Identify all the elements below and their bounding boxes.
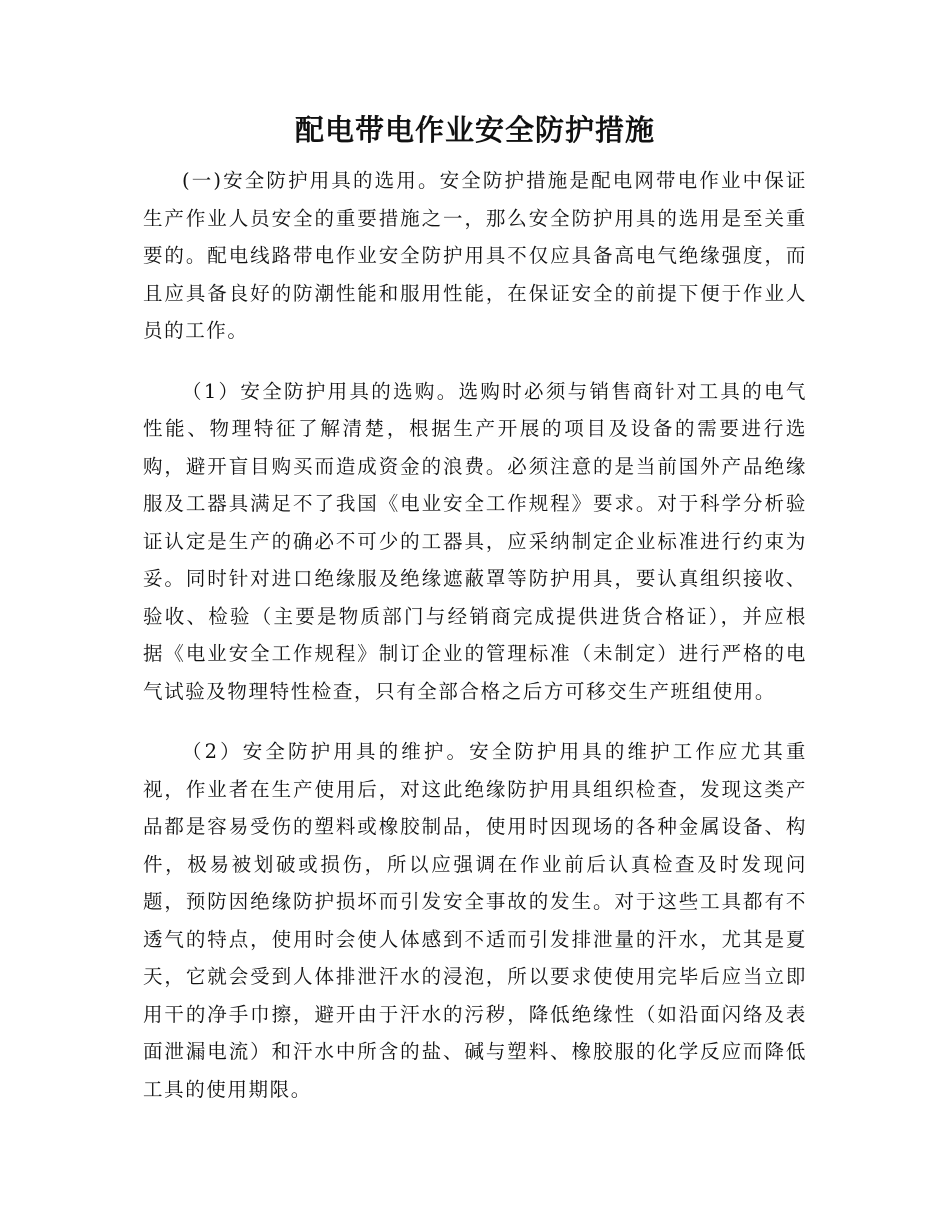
paragraph-selection: (一)安全防护用具的选用。安全防护措施是配电网带电作业中保证生产作业人员安全的重要措施之一，那么安全防护用具的选用是至关重要的。配电线路带电作业安全防护用具不仅应具备高电气绝缘强度，而且应具备良好的防潮性能和服用性能，在保证安全的前提下便于作业人员的工作。 — [143, 169, 807, 342]
document-body — [143, 162, 807, 1108]
document-title: 配电带电作业安全防护措施 — [294, 113, 655, 147]
paragraph-maintenance: （2）安全防护用具的维护。安全防护用具的维护工作应尤其重视，作业者在生产使用后，对这此绝缘防护用具组织检查，发现这类产品都是容易受伤的塑料或橡胶制品，使用时因现场的各种金属设备、构件，极易被划破或损伤，所以应强调在作业前后认真检查及时发现问题，预防因绝缘防护损坏而引发安全事故的发生。对于这些工具都有不透气的特点，使用时会使人体感到不适而引发排泄量的汗水，尤其是夏天，它就会受到人体排泄汗水的浸泡，所以要求使使用完毕后应当立即用干的净手巾擦，避开由于汗水的污秽，降低绝缘性（如沿面闪络及表面泄漏电流）和汗水中所含的盐、碱与塑料、橡胶服的化学反应而降低工具的使用期限。 — [143, 740, 807, 1101]
paragraph-purchase: （1）安全防护用具的选购。选购时必须与销售商针对工具的电气性能、物理特征了解清楚，根据生产开展的项目及设备的需要进行选购，避开盲目购买而造成资金的浪费。必须注意的是当前国外产品绝缘服及工器具满足不了我国《电业安全工作规程》要求。对于科学分析验证认定是生产的确必不可少的工器具，应采纳制定企业标准进行约束为妥。同时针对进口绝缘服及绝缘遮蔽罩等防护用具，要认真组织接收、验收、检验（主要是物质部门与经销商完成提供进货合格证），并应根据《电业安全工作规程》制订企业的管理标准（未制定）进行严格的电气试验及物理特性检查，只有全部合格之后方可移交生产班组使用。 — [143, 379, 807, 703]
